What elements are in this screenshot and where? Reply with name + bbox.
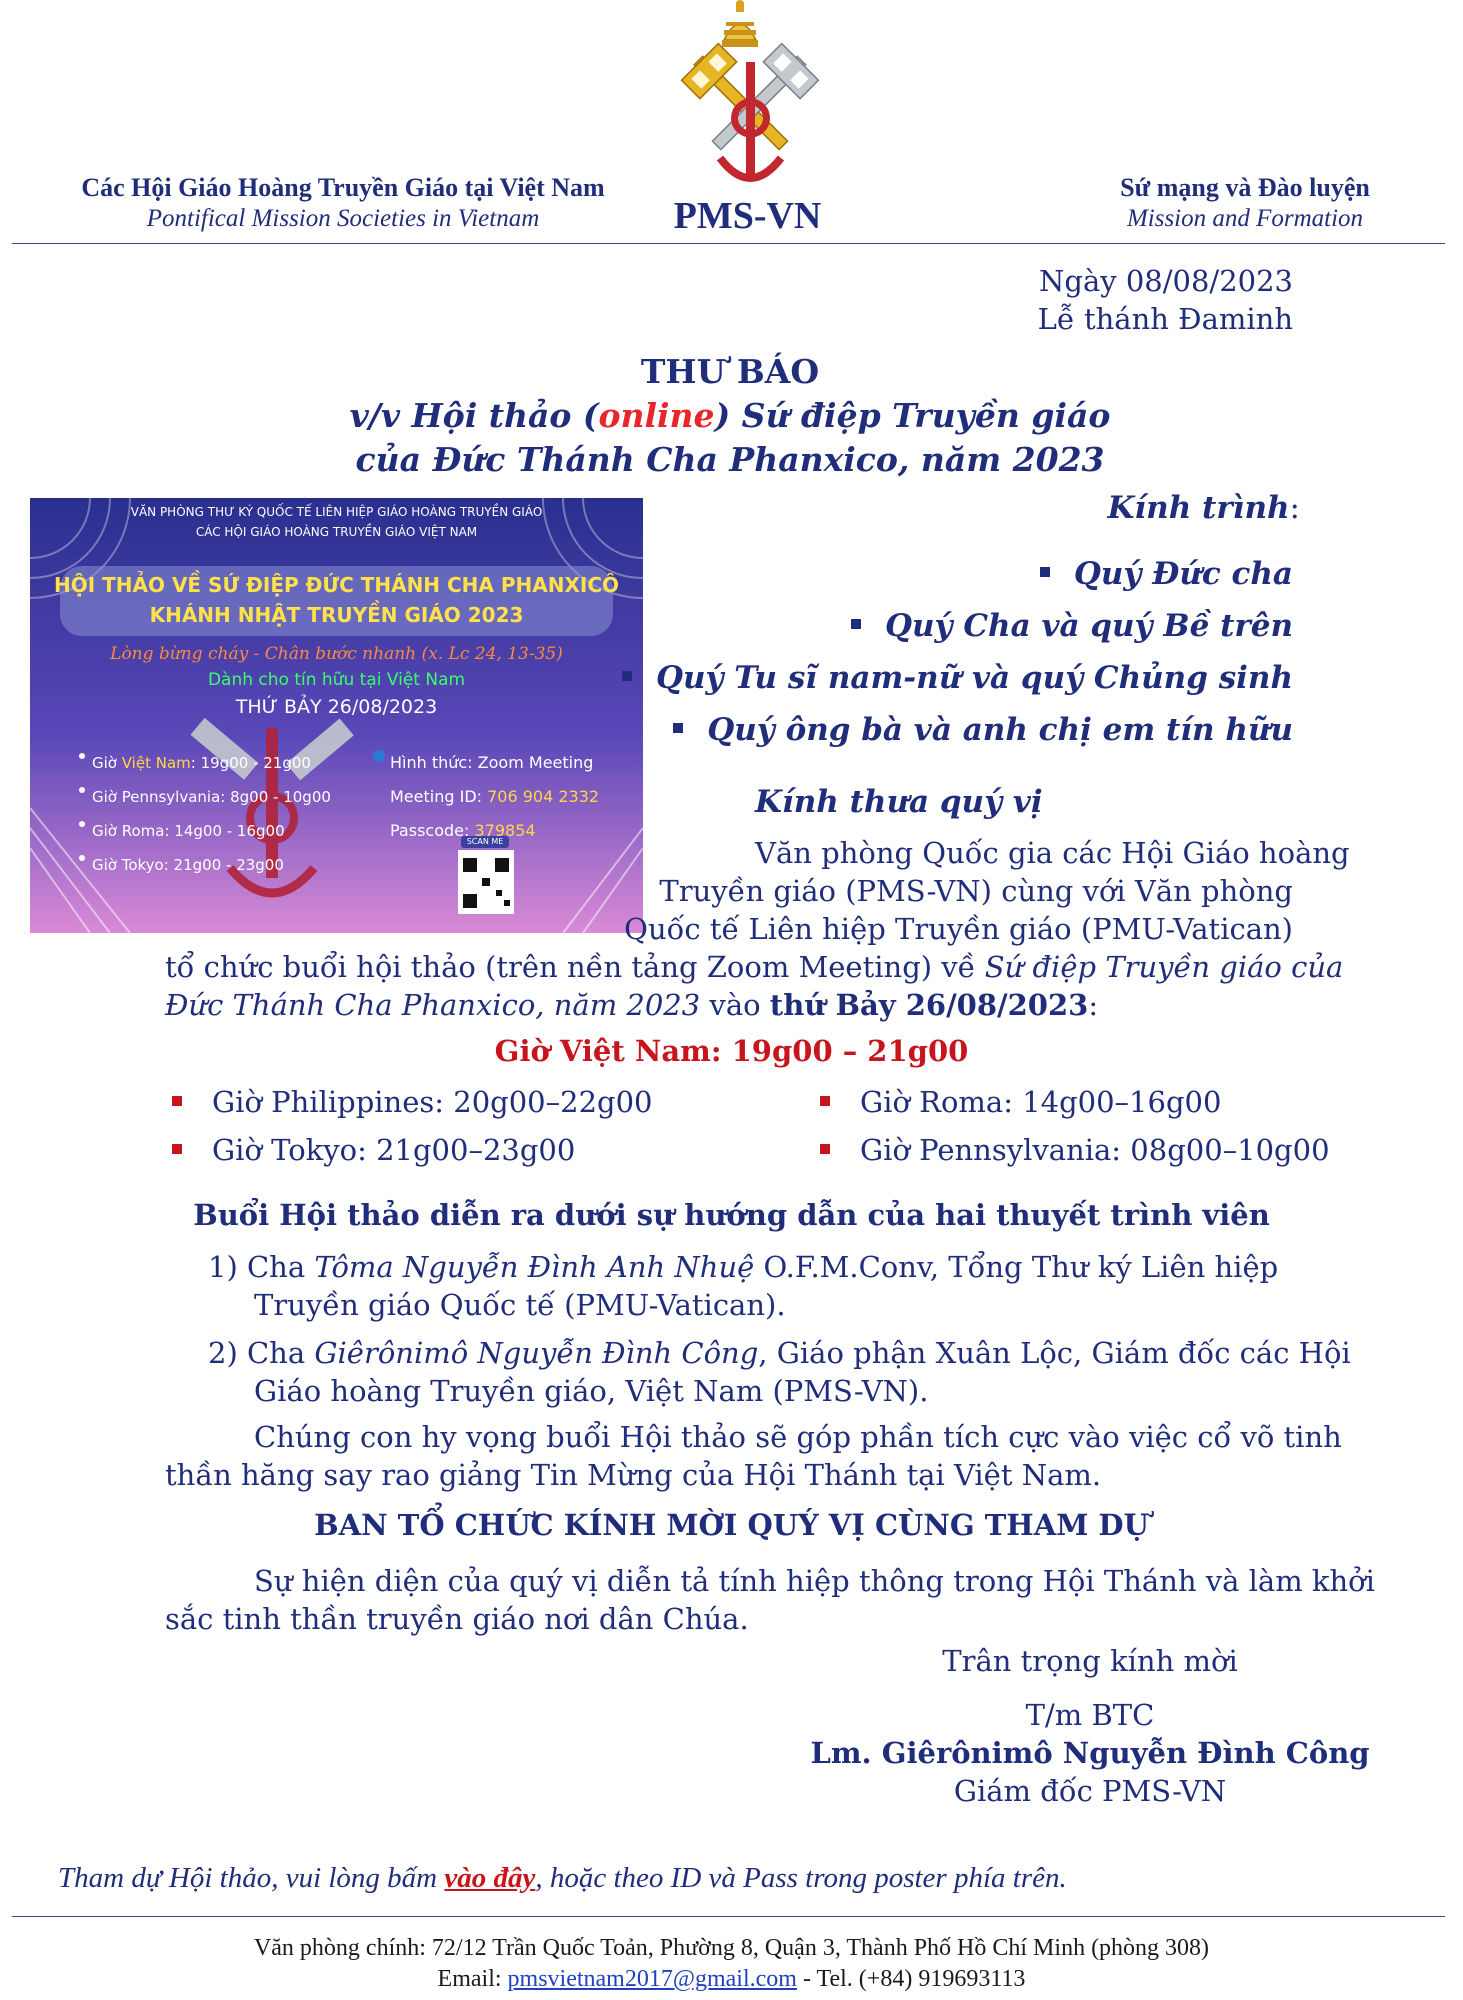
time-pennsylvania-text: Giờ Pennsylvania: 08g00–10g00: [860, 1133, 1330, 1167]
invitation-heading: BAN TỔ CHỨC KÍNH MỜI QUÝ VỊ CÙNG THAM DỰ: [314, 1508, 1149, 1542]
poster-banner: [30, 570, 643, 630]
time-pennsylvania: [820, 1126, 1330, 1174]
poster-format: Hình thức: Zoom Meeting: [390, 753, 594, 772]
square-bullet-icon: [172, 1144, 182, 1154]
title-subject: [320, 394, 1140, 438]
para2-line2: thần hăng say rao giảng Tin Mừng của Hội Thánh tại Việt Nam.: [165, 1458, 1102, 1492]
square-bullet-icon: [1040, 567, 1050, 577]
recipient-item: [622, 548, 1293, 600]
poster-times: [92, 746, 331, 882]
join-link[interactable]: vào đây: [444, 1862, 536, 1894]
speaker-1-line2: Truyền giáo Quốc tế (PMU-Vatican).: [254, 1288, 786, 1322]
poster-theme: Lòng bừng cháy - Chân bước nhanh (x. Lc 24, 13-35): [110, 644, 563, 664]
recipient-item: [622, 652, 1293, 704]
speaker-2-title: Cha: [246, 1336, 315, 1370]
speaker-2-number: 2): [208, 1336, 238, 1370]
pms-logo: [668, 0, 833, 190]
footer-note: [58, 1862, 1067, 1895]
header-org-vi: Các Hội Giáo Hoàng Truyền Giáo tại Việt Nam: [81, 173, 605, 202]
greeting: Kính thưa quý vị: [755, 784, 1043, 820]
title-subject-pre: v/v Hội thảo (: [349, 396, 599, 435]
office-address: Văn phòng chính: 72/12 Trần Quốc Toản, Phường 8, Quận 3, Thành Phố Hồ Chí Minh (phòng 308): [253, 1935, 1210, 1961]
para1-line1: Văn phòng Quốc gia các Hội Giáo hoàng: [755, 836, 1350, 870]
square-bullet-icon: [820, 1144, 830, 1154]
time-rome-text: Giờ Roma: 14g00–16g00: [860, 1085, 1222, 1119]
recipient-label: Quý Cha và quý Bề trên: [885, 608, 1293, 644]
header-org-en: Pontifical Mission Societies in Vietnam: [146, 205, 540, 232]
recipients-list: [622, 548, 1293, 756]
signature-name: Lm. Giêrônimô Nguyễn Đình Công: [810, 1736, 1370, 1770]
poster-time-vn-label: Giờ: [92, 754, 122, 772]
poster-audience: Dành cho tín hữu tại Việt Nam: [207, 670, 466, 690]
speaker-1: [208, 1248, 1278, 1324]
poster-passcode-value: 379854: [474, 821, 536, 840]
square-bullet-icon: [622, 671, 632, 681]
speaker-2-name: Giêrônimô Nguyễn Đình Công: [314, 1336, 759, 1370]
footer-divider: [12, 1916, 1445, 1917]
header-right: [1080, 172, 1410, 234]
vietnam-time: Giờ Việt Nam: 19g00 – 21g00: [494, 1034, 969, 1068]
time-tokyo: [172, 1126, 652, 1174]
footer-note-pre: Tham dự Hội thảo, vui lòng bấm: [58, 1862, 445, 1894]
poster-banner-1: HỘI THẢO VỀ SỨ ĐIỆP ĐỨC THÁNH CHA PHANXICÔ: [53, 573, 620, 597]
header-dept-vi: Sứ mạng và Đào luyện: [1120, 173, 1370, 202]
header-left: [58, 172, 628, 234]
recipients-heading-text: Kính trình: [1107, 490, 1290, 526]
para1-line2: Truyền giáo (PMS-VN) cùng với Văn phòng: [659, 874, 1293, 908]
phone-number: - Tel. (+84) 919693113: [796, 1966, 1026, 1992]
recipient-item: [622, 600, 1293, 652]
para1-line4-text: tổ chức buổi hội thảo (trên nền tảng Zoom Meeting) về: [165, 950, 985, 984]
title-main: THƯ BÁO: [640, 352, 820, 391]
poster-meeting-id-value: 706 904 2332: [487, 787, 600, 806]
speaker-1-name: Tôma Nguyễn Đình Anh Nhuệ: [314, 1250, 755, 1284]
speaker-2-role: , Giáo phận Xuân Lộc, Giám đốc các Hội: [758, 1336, 1351, 1370]
poster-meeting-id-label: Meeting ID:: [390, 787, 488, 806]
papal-keys-icon: [668, 0, 833, 190]
para3-line2: sắc tinh thần truyền giáo nơi dân Chúa.: [165, 1602, 749, 1636]
email-label: Email:: [437, 1966, 508, 1992]
poster-meeting-id: [390, 780, 599, 814]
poster-day: THỨ BẢY 26/08/2023: [235, 696, 438, 718]
para1-event-date: thứ Bảy 26/08/2023: [769, 988, 1089, 1022]
speaker-2-line1: [208, 1334, 1351, 1372]
title-subject-line3: của Đức Thánh Cha Phanxico, năm 2023: [355, 440, 1105, 479]
speaker-1-title: Cha: [246, 1250, 315, 1284]
recipient-item: [622, 704, 1293, 756]
para1-line3: Quốc tế Liên hiệp Truyền giáo (PMU-Vatican): [624, 912, 1293, 946]
time-philippines: [172, 1078, 652, 1126]
recipients-heading: [1107, 490, 1300, 526]
time-philippines-text: Giờ Philippines: 20g00–22g00: [212, 1085, 653, 1119]
square-bullet-icon: [172, 1096, 182, 1106]
para1-line5-end: :: [1088, 988, 1099, 1022]
poster-time-vn-highlight: Việt Nam: [121, 754, 191, 772]
event-poster[interactable]: [30, 498, 643, 933]
speaker-1-role: O.F.M.Conv, Tổng Thư ký Liên hiệp: [754, 1250, 1279, 1284]
poster-passcode-label: Passcode:: [390, 821, 475, 840]
title-online: online: [598, 396, 715, 435]
para1-line5-italic: Đức Thánh Cha Phanxico, năm 2023: [165, 988, 701, 1022]
para1-line4: [165, 948, 1343, 986]
signature-on-behalf: T/m BTC: [1025, 1698, 1155, 1732]
email-link[interactable]: pmsvietnam2017@gmail.com: [507, 1966, 797, 1992]
poster-header: [30, 502, 643, 542]
poster-time-pa: Giờ Pennsylvania: 8g00 - 10g00: [92, 788, 331, 806]
poster-time-vn: [92, 746, 331, 780]
speakers-heading: Buổi Hội thảo diễn ra dưới sự hướng dẫn của hai thuyết trình viên: [193, 1198, 1270, 1232]
recipient-label: Quý Tu sĩ nam-nữ và quý Chủng sinh: [655, 660, 1293, 696]
date-line: Ngày 08/08/2023: [1039, 264, 1293, 298]
time-rome: [820, 1078, 1330, 1126]
poster-org-2: CÁC HỘI GIÁO HOÀNG TRUYỀN GIÁO VIỆT NAM: [195, 525, 478, 539]
times-col-right: [820, 1078, 1330, 1174]
poster-time-tokyo: Giờ Tokyo: 21g00 - 23g00: [92, 856, 284, 874]
signature-role: Giám đốc PMS-VN: [953, 1774, 1227, 1808]
time-tokyo-text: Giờ Tokyo: 21g00–23g00: [212, 1133, 576, 1167]
poster-time-vn-value: : 19g00 - 21g00: [190, 754, 311, 772]
speaker-2: [208, 1334, 1351, 1410]
contact-line: [0, 1964, 1463, 1995]
feast-line: Lễ thánh Đaminh: [1037, 302, 1293, 336]
poster-time-rome: Giờ Roma: 14g00 - 16g00: [92, 822, 285, 840]
poster-banner-2: KHÁNH NHẬT TRUYỀN GIÁO 2023: [149, 603, 524, 627]
poster-meeting: [390, 746, 599, 848]
footer-note-post: , hoặc theo ID và Pass trong poster phía trên.: [535, 1862, 1067, 1894]
square-bullet-icon: [673, 723, 683, 733]
para1-line4-italic: Sứ điệp Truyền giáo của: [984, 950, 1344, 984]
poster-org-1: VĂN PHÒNG THƯ KÝ QUỐC TẾ LIÊN HIỆP GIÁO HOÀNG TRUYỀN GIÁO: [130, 505, 543, 519]
square-bullet-icon: [820, 1096, 830, 1106]
letter-title: [320, 350, 1140, 482]
recipient-label: Quý ông bà và anh chị em tín hữu: [707, 712, 1293, 748]
para1-line5-mid: vào: [700, 988, 770, 1022]
speaker-1-line1: [208, 1248, 1278, 1286]
para3-line1: Sự hiện diện của quý vị diễn tả tính hiệp thông trong Hội Thánh và làm khởi: [254, 1564, 1375, 1598]
header-acronym: PMS-VN: [673, 195, 822, 237]
poster-scan-label: SCAN ME: [466, 837, 504, 846]
para2-line1: Chúng con hy vọng buổi Hội thảo sẽ góp phần tích cực vào việc cổ võ tinh: [254, 1420, 1342, 1454]
para1-line5: [165, 986, 1098, 1024]
title-subject-post: ) Sứ điệp Truyền giáo: [714, 396, 1111, 435]
recipients-heading-colon: :: [1289, 490, 1300, 526]
recipient-label: Quý Đức cha: [1073, 556, 1293, 592]
closing: Trân trọng kính mời: [942, 1644, 1238, 1678]
header-divider: [12, 243, 1445, 244]
letter-date: [1038, 262, 1293, 338]
speaker-1-number: 1): [208, 1250, 238, 1284]
times-col-left: [172, 1078, 652, 1174]
speaker-2-line2: Giáo hoàng Truyền giáo, Việt Nam (PMS-VN).: [254, 1374, 929, 1408]
square-bullet-icon: [851, 619, 861, 629]
header-dept-en: Mission and Formation: [1126, 205, 1364, 232]
